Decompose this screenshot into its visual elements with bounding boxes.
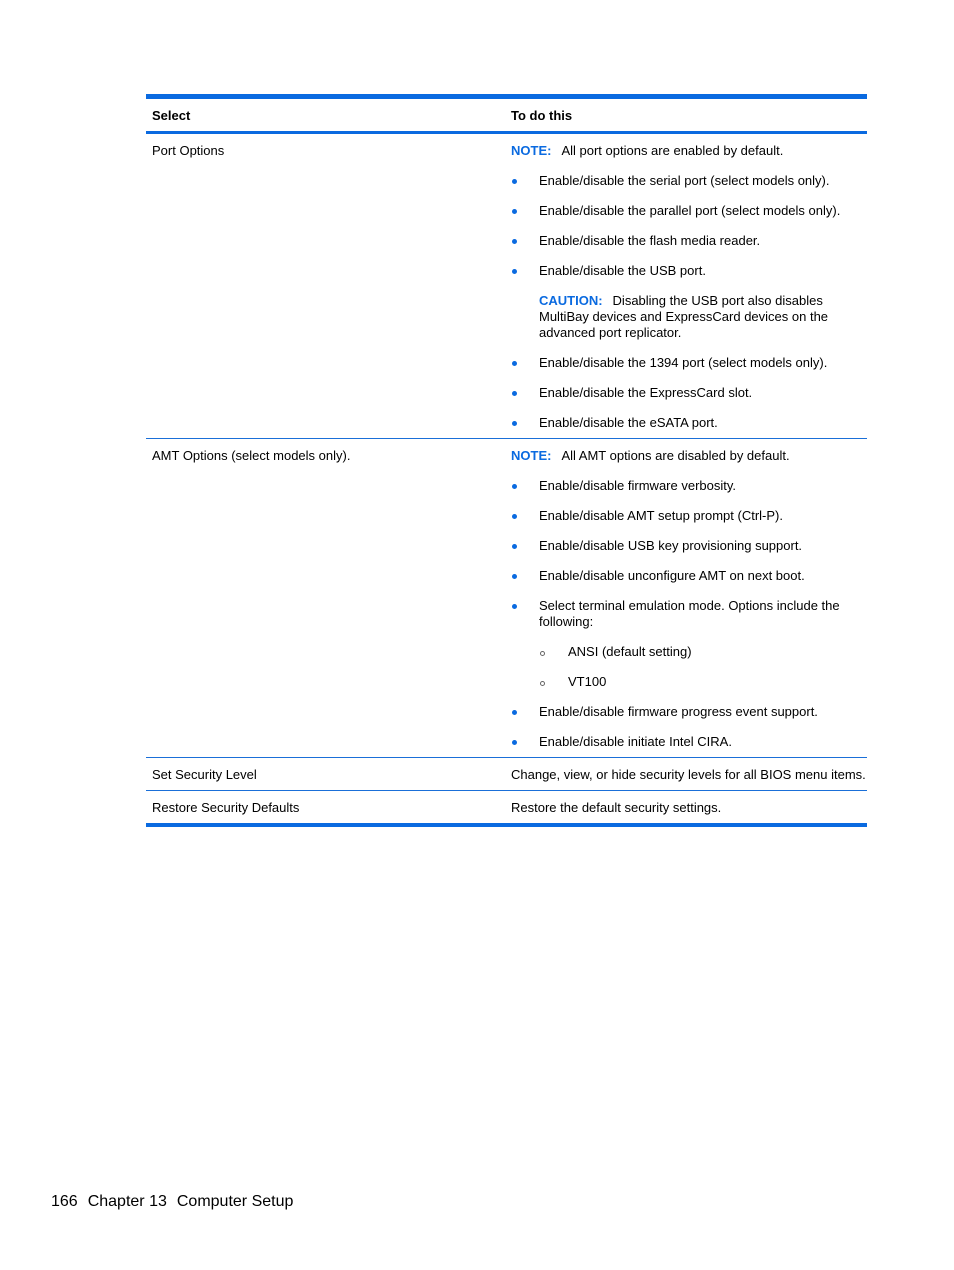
amt-options-list [511,478,867,750]
sub-list-item: VT100 [539,674,867,690]
note-label: NOTE: [511,448,552,463]
table-row-amt-options [146,439,867,758]
caution-label: CAUTION: [539,293,603,308]
note-text: All AMT options are disabled by default. [561,448,790,463]
list-item: Enable/disable the USB port. [511,263,867,279]
table-row-security-level [146,758,867,791]
table-row-port-options [146,134,867,439]
list-item: Enable/disable the serial port (select models only). [511,173,867,189]
page-number: 166 [51,1193,78,1210]
list-item: Enable/disable firmware verbosity. [511,478,867,494]
todo-amt-options [505,439,867,757]
port-options-list-continued [511,355,867,431]
todo-restore-defaults: Restore the default security settings. [511,800,722,815]
note-label: NOTE: [511,143,552,158]
list-item: Enable/disable the 1394 port (select models only). [511,355,867,371]
list-item: Enable/disable the eSATA port. [511,415,867,431]
list-item: Enable/disable firmware progress event support. [511,704,867,720]
header-todo: To do this [511,107,573,123]
select-amt-options: AMT Options (select models only). [152,448,351,463]
select-restore-defaults: Restore Security Defaults [152,800,300,815]
page-footer [51,1193,303,1211]
select-port-options: Port Options [152,143,225,158]
footer-title: Computer Setup [176,1193,294,1210]
table-header [146,99,867,131]
select-security-level: Set Security Level [152,767,257,782]
todo-security-level: Change, view, or hide security levels for all BIOS menu items. [511,767,866,782]
note [511,143,867,159]
list-item: Enable/disable AMT setup prompt (Ctrl-P). [511,508,867,524]
note [511,448,867,464]
list-item: Enable/disable the ExpressCard slot. [511,385,867,401]
list-item: Enable/disable initiate Intel CIRA. [511,734,867,750]
header-select: Select [152,107,191,123]
settings-table [146,94,867,827]
caution [511,293,867,341]
table-row-restore-defaults [146,791,867,823]
sub-list [539,644,867,690]
list-item: Enable/disable USB key provisioning support. [511,538,867,554]
port-options-list [511,173,867,279]
footer-chapter: Chapter 13 [87,1193,167,1210]
list-item: Enable/disable the flash media reader. [511,233,867,249]
list-item [511,598,867,690]
list-item: Enable/disable the parallel port (select models only). [511,203,867,219]
note-text: All port options are enabled by default. [561,143,784,158]
table-bottom-rule [146,823,867,827]
sub-list-item: ANSI (default setting) [539,644,867,660]
list-item: Enable/disable unconfigure AMT on next boot. [511,568,867,584]
list-item-text: Select terminal emulation mode. Options include the following: [539,598,840,629]
caution-text: Disabling the USB port also disables MultiBay devices and ExpressCard devices on the advanced port replicator. [539,293,829,340]
todo-port-options [505,134,867,438]
